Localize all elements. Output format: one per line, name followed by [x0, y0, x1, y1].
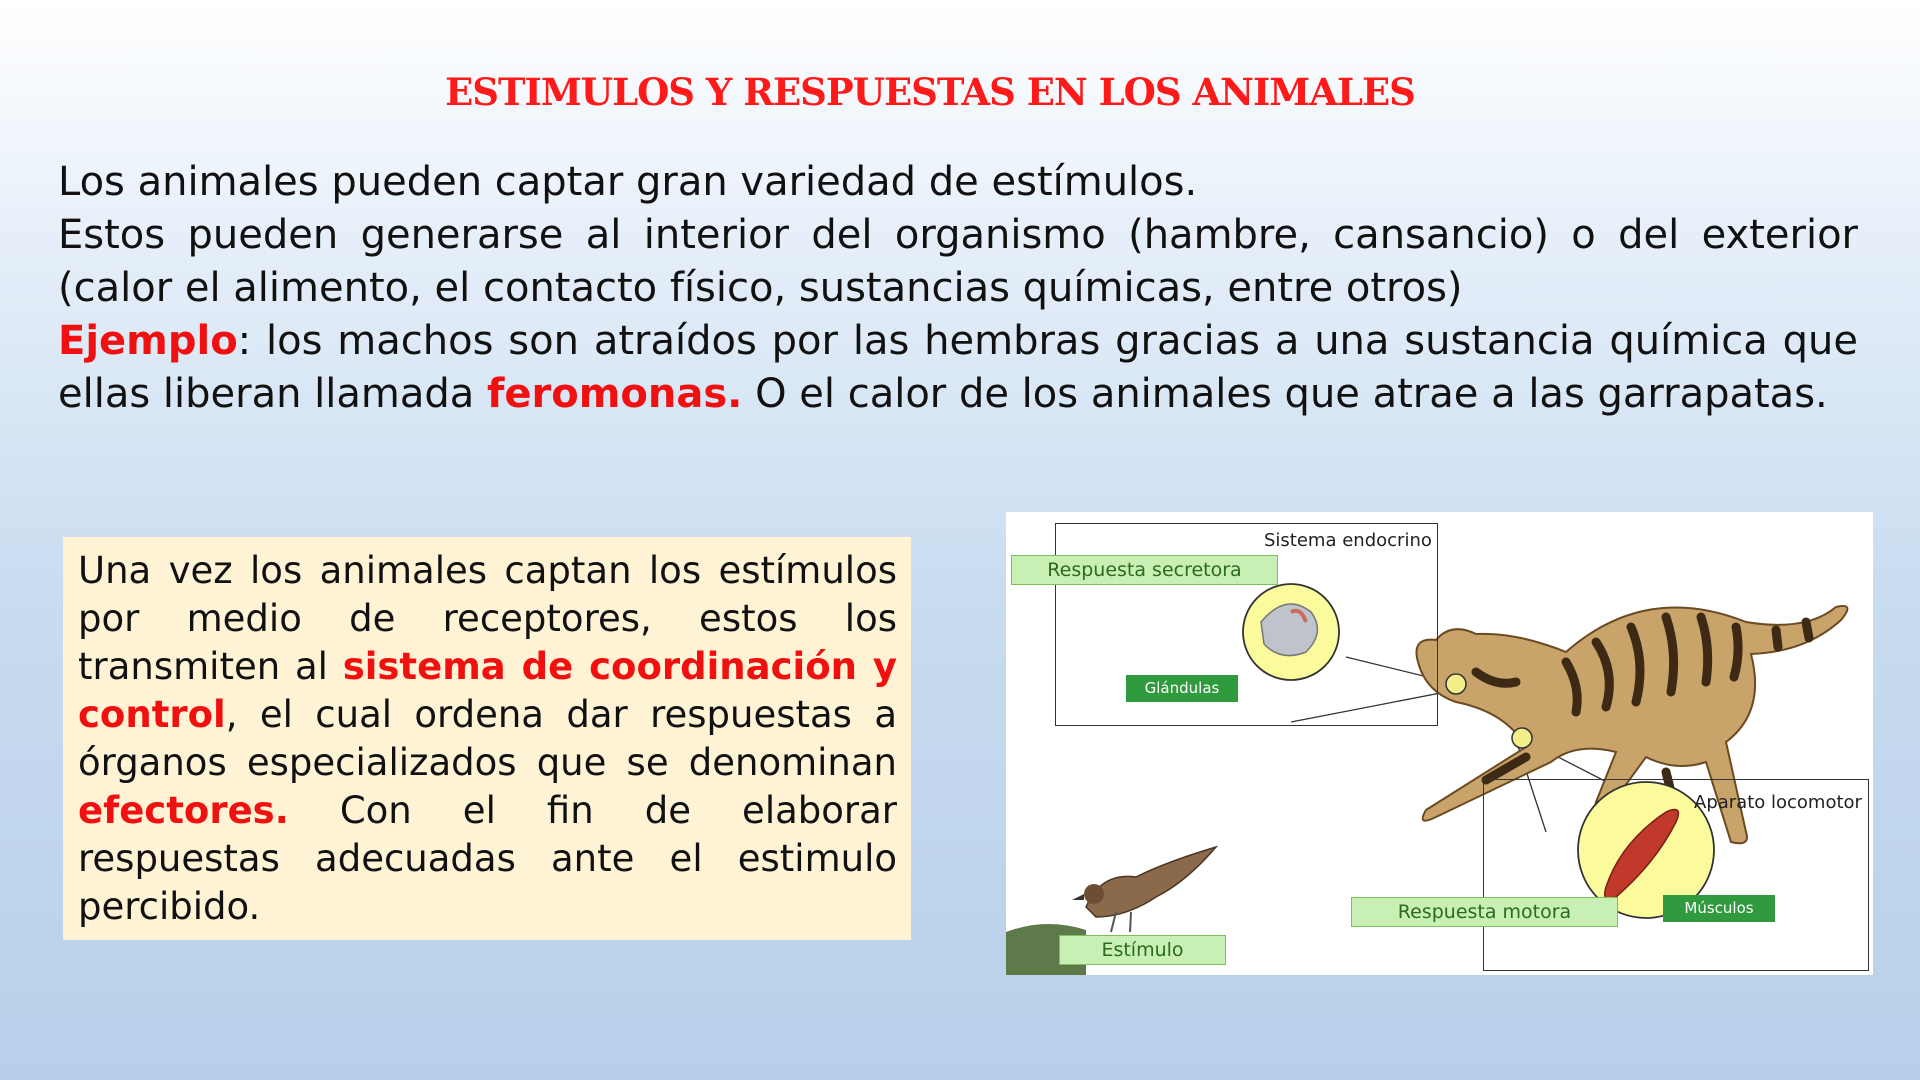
- endocrine-title: Sistema endocrino: [1264, 530, 1432, 551]
- callout-text-2: , el cual ordena dar respuestas a órganos especializados que se denominan: [78, 693, 897, 784]
- callout-box: [63, 537, 911, 940]
- intro-example: [58, 315, 1858, 421]
- locomotor-title: Aparato locomotor: [1694, 792, 1862, 813]
- page-title: ESTIMULOS Y RESPUESTAS EN LOS ANIMALES: [445, 70, 1415, 114]
- callout-text-3: Con el fin de elaborar respuestas adecuadas ante el estimulo percibido.: [78, 789, 897, 928]
- callout-term-2: efectores.: [78, 789, 289, 832]
- stimulus-label: Estímulo: [1059, 935, 1226, 965]
- callout-text-1: Una vez los animales captan los estímulos por medio de receptores, estos los transmiten al: [78, 549, 897, 688]
- callout-term-1: sistema de coordinación y control: [78, 645, 897, 736]
- secretory-response-label: Respuesta secretora: [1011, 555, 1278, 585]
- example-label: Ejemplo: [58, 318, 238, 364]
- motor-response-label: Respuesta motora: [1351, 897, 1618, 927]
- stimulus-response-diagram: [1006, 512, 1873, 975]
- example-term: feromonas.: [486, 371, 743, 417]
- intro-line-1: Los animales pueden captar gran variedad de estímulos.: [58, 159, 1198, 205]
- example-text-1: : los machos son atraídos por las hembras gracias a una sustancia química que ellas liberan llamada: [58, 318, 1858, 417]
- intro-line-2: Estos pueden generarse al interior del organismo (hambre, cansancio) o del exterior (calor el alimento, el contacto físico, sustancias químicas, entre otros): [58, 212, 1858, 311]
- bird-illustration: [1072, 847, 1216, 932]
- glands-label: Glándulas: [1126, 675, 1238, 702]
- muscles-label: Músculos: [1663, 895, 1775, 922]
- example-text-2: O el calor de los animales que atrae a las garrapatas.: [742, 371, 1828, 417]
- intro-paragraph: [58, 156, 1858, 421]
- endocrine-box: [1055, 523, 1438, 726]
